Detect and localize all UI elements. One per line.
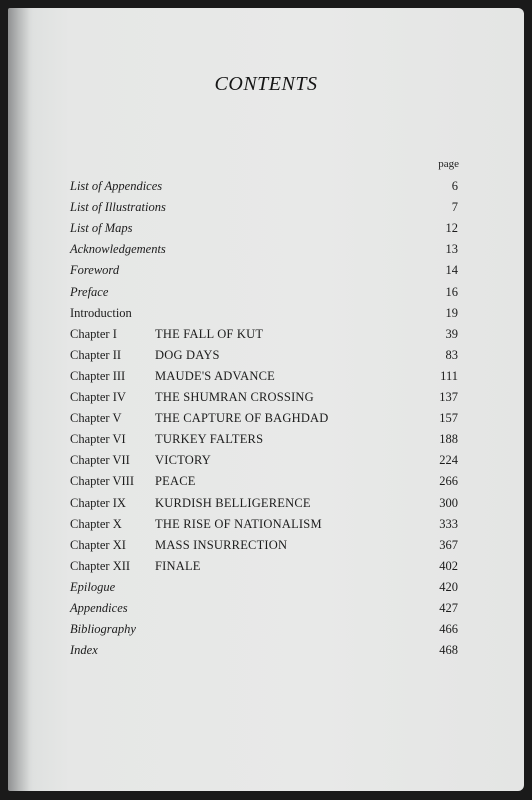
toc-entry-label: Bibliography (70, 622, 136, 637)
toc-page-number: 468 (439, 643, 458, 658)
toc-page-number: 157 (439, 411, 458, 426)
toc-chapter-title: PEACE (155, 474, 196, 489)
toc-entry-label: Index (70, 643, 98, 658)
toc-entry-label: Chapter X (70, 516, 122, 531)
toc-page-number: 83 (445, 347, 458, 362)
page-gutter-shadow (8, 8, 30, 791)
toc-entry (70, 538, 458, 559)
toc-page-number: 13 (445, 242, 458, 257)
toc-entry (70, 221, 458, 242)
toc-page-number: 420 (439, 579, 458, 594)
toc-chapter-title: KURDISH BELLIGERENCE (155, 495, 311, 510)
toc-page-number: 14 (445, 263, 458, 278)
toc-chapter-title: DOG DAYS (155, 347, 220, 362)
toc-page-number: 300 (439, 495, 458, 510)
toc-chapter-title: MAUDE'S ADVANCE (155, 368, 275, 383)
toc-entry-label: Chapter XI (70, 537, 126, 552)
toc-entry (70, 369, 458, 390)
toc-entry-label: Chapter VI (70, 432, 126, 447)
toc-entry-label: Preface (70, 284, 109, 299)
page-title: CONTENTS (214, 73, 318, 95)
toc-page-number: 266 (439, 474, 458, 489)
toc-entry-label: Chapter II (70, 347, 122, 362)
toc-entry (70, 263, 458, 284)
toc-entry-label: List of Illustrations (70, 200, 166, 215)
toc-entry (70, 580, 458, 601)
toc-entry (70, 411, 458, 432)
toc-entry (70, 601, 458, 622)
toc-entry (70, 559, 458, 580)
toc-entry (70, 474, 458, 495)
toc-entry (70, 453, 458, 474)
toc-entry-label: Chapter IV (70, 390, 126, 404)
toc-page-number: 367 (439, 537, 458, 552)
toc-chapter-title: THE FALL OF KUT (155, 326, 264, 341)
toc-page-number: 19 (445, 305, 458, 320)
toc-entry-label: List of Maps (70, 221, 133, 236)
toc-chapter-title: MASS INSURRECTION (155, 537, 288, 552)
toc-page-number: 39 (445, 326, 458, 341)
toc-entry-label: Chapter V (70, 411, 122, 426)
toc-page-number: 188 (439, 432, 458, 447)
toc-entry-label: Introduction (70, 305, 132, 320)
toc-entry (70, 242, 458, 263)
toc-chapter-title: THE CAPTURE OF BAGHDAD (155, 411, 329, 426)
toc-entry-label: Chapter IX (70, 495, 126, 510)
toc-page-number: 6 (451, 179, 458, 193)
toc-entry (70, 496, 458, 517)
toc-entry (70, 622, 458, 643)
toc-page-number: 402 (439, 558, 458, 573)
toc-entry (70, 643, 458, 664)
toc-entry-label: Appendices (70, 601, 128, 615)
toc-page-number: 333 (439, 516, 458, 531)
toc-chapter-title: FINALE (155, 558, 201, 573)
toc-entry-label: Foreword (70, 263, 120, 278)
toc-entry-label: Chapter I (70, 326, 117, 341)
toc-entry-label: List of Appendices (70, 179, 163, 193)
toc-entry (70, 348, 458, 369)
toc-entry (70, 306, 458, 327)
toc-chapter-title: TURKEY FALTERS (155, 432, 264, 447)
toc-entry-label: Chapter VII (70, 453, 130, 468)
toc-entry (70, 285, 458, 306)
toc-entry (70, 517, 458, 538)
toc-entry (70, 390, 458, 411)
toc-entry-label: Chapter III (70, 368, 126, 383)
toc-page-number: 111 (440, 368, 458, 383)
page-column-label: page (438, 158, 459, 170)
toc-chapter-title: THE RISE OF NATIONALISM (155, 516, 322, 531)
toc-entry (70, 200, 458, 221)
toc-entry (70, 179, 458, 200)
toc-page-number: 224 (439, 453, 458, 468)
toc-page-number: 466 (439, 622, 458, 637)
toc-page-number: 7 (451, 200, 458, 215)
toc-chapter-title: VICTORY (155, 453, 212, 468)
toc-page-number: 427 (439, 601, 458, 615)
toc-page-number: 137 (439, 390, 458, 404)
toc-entry-label: Acknowledgements (70, 242, 166, 257)
toc-page-number: 12 (445, 221, 458, 236)
toc-chapter-title: THE SHUMRAN CROSSING (155, 390, 314, 404)
toc-entry (70, 432, 458, 453)
toc-entry-label: Chapter VIII (70, 474, 134, 489)
toc-page-number: 16 (445, 284, 458, 299)
toc-entry (70, 327, 458, 348)
toc-entry-label: Chapter XII (70, 558, 131, 573)
toc-entry-label: Epilogue (70, 579, 116, 594)
